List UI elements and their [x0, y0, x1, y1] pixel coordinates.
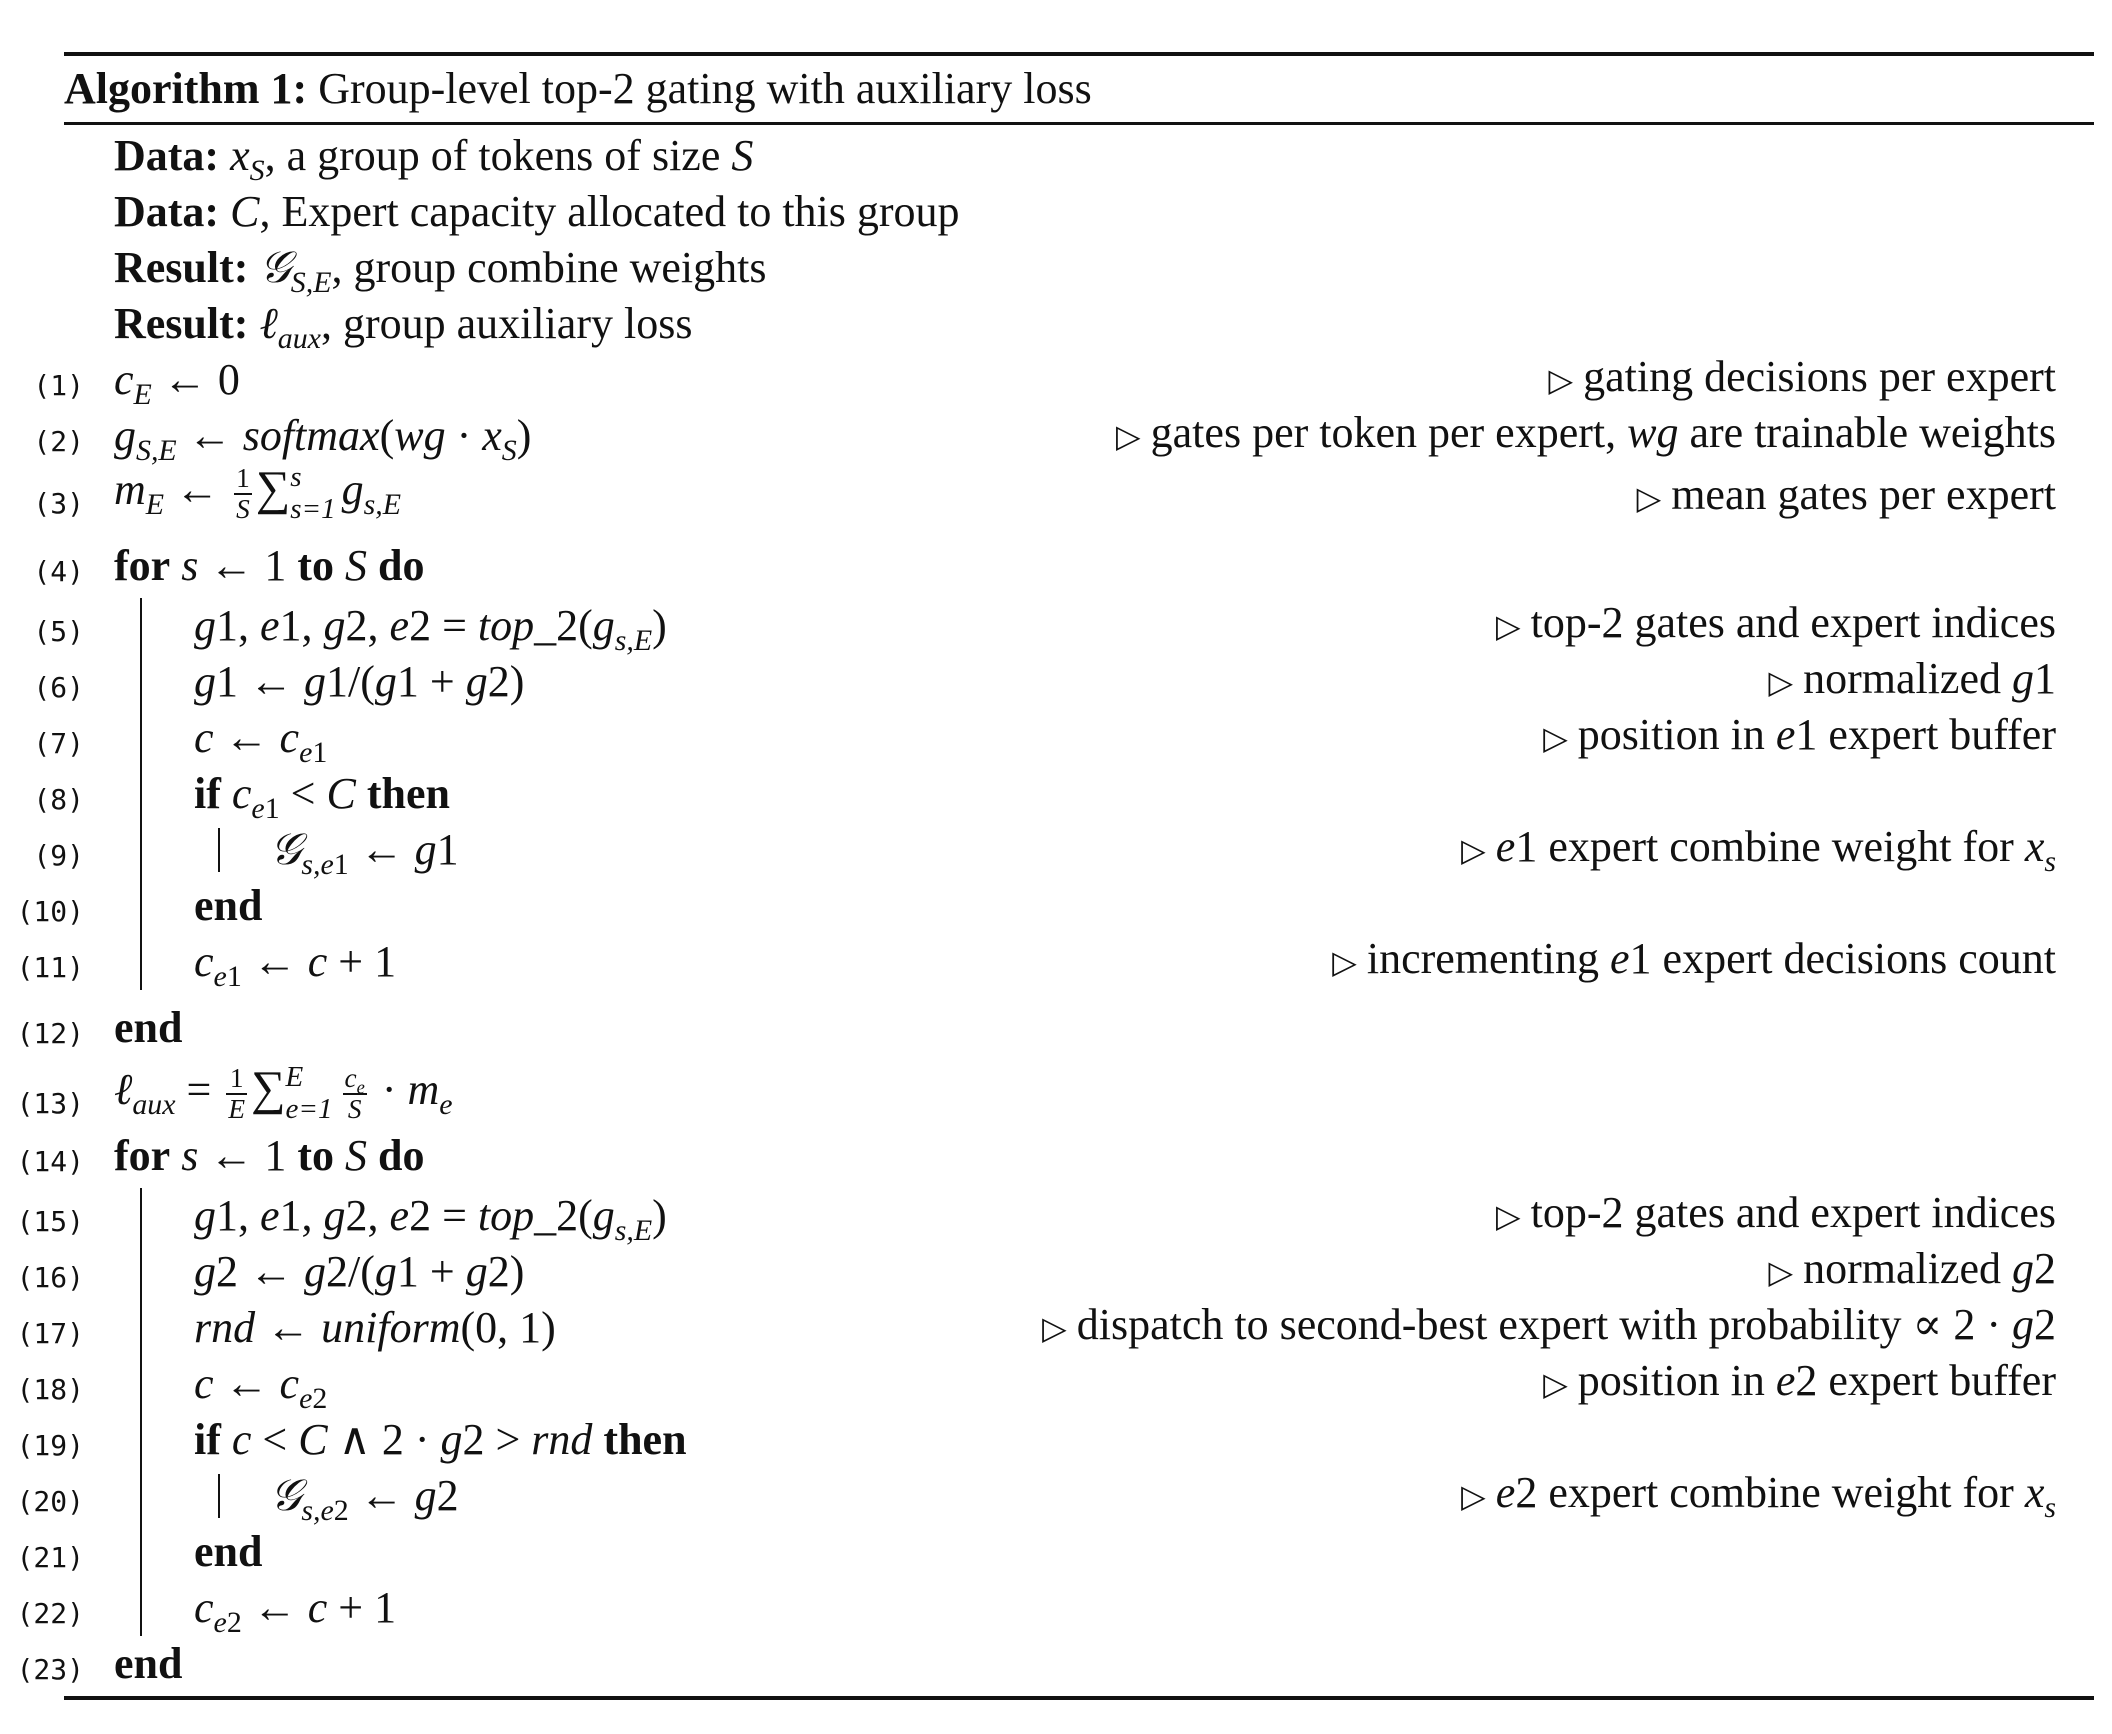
code-line-10: (10) end: [16, 881, 263, 930]
code-line-17: (17) rnd ← uniform(0, 1) ▷ dispatch to second-best expert with probability ∝ 2 · g2: [0, 1300, 2112, 1356]
code-line-1: (1) $c_E$ ← 0 ▷ gating decisions per expert: [0, 352, 2112, 408]
line-comment: ▷ top-2 gates and expert indices: [1496, 598, 2056, 647]
line-number: (3): [33, 487, 84, 520]
line-comment: ▷ gates per token per expert, wg are trainable weights: [1116, 408, 2056, 457]
line-number: (23): [16, 1653, 84, 1686]
line-number: (21): [16, 1541, 84, 1574]
line-number: (12): [16, 1017, 84, 1050]
code-line-7: (7) c ← $c_{e1}$ ▷ position in e1 expert buffer: [0, 710, 2112, 766]
line-number: (19): [16, 1429, 84, 1462]
line-number: (6): [33, 671, 84, 704]
code-line-13: (13) ℓ$_{aux}$ = $\frac{1}{E}$ ∑ E e=1 $\frac{c_e}{S}$ · $m_e$: [16, 1061, 453, 1126]
line-number: (20): [16, 1485, 84, 1518]
code-line-19: (19) if c < C ∧ 2 · g2 > rnd then: [16, 1415, 687, 1464]
code-line-11: (11) $c_{e1}$ ← c + 1 ▷ incrementing e1 expert decisions count: [0, 934, 2112, 990]
code-line-23: (23) end: [16, 1639, 183, 1688]
code-line-6: (6) g1 ← g1/(g1 + g2) ▷ normalized g1: [0, 654, 2112, 710]
line-comment: ▷ position in e2 expert buffer: [1543, 1356, 2056, 1405]
line-comment: ▷ normalized g2: [1768, 1244, 2056, 1293]
line-number: (4): [33, 555, 84, 588]
bottom-rule: [64, 1696, 2094, 1700]
code-line-3: (3) $m_E$ ← $\frac{1}{S}$ ∑ s s=1 $g_{s,E}$ ▷ mean gates per expert: [33, 461, 2056, 526]
line-comment: ▷ dispatch to second-best expert with probability ∝ 2 · g2: [1042, 1300, 2056, 1349]
line-number: (15): [16, 1205, 84, 1238]
line-number: (1): [33, 369, 84, 402]
header-keyword: Data:: [114, 187, 220, 236]
line-comment: ▷ e2 expert combine weight for $x_s$: [1461, 1468, 2056, 1524]
code-line-12: (12) end: [16, 1003, 183, 1052]
code-line-22: (22) $c_{e2}$ ← c + 1: [16, 1583, 397, 1639]
code-line-8: (8) if $c_{e1} < C$ then: [33, 769, 450, 825]
line-comment: ▷ mean gates per expert: [1636, 470, 2056, 519]
line-number: (9): [33, 839, 84, 872]
line-number: (16): [16, 1261, 84, 1294]
line-number: (2): [33, 425, 84, 458]
code-line-14: (14) for s ← 1 to S do: [16, 1131, 425, 1180]
code-line-4: (4) for s ← 1 to S do: [33, 541, 425, 590]
header-keyword: Result:: [114, 299, 249, 348]
line-comment: ▷ gating decisions per expert: [1548, 352, 2056, 401]
line-comment: ▷ e1 expert combine weight for $x_s$: [1461, 822, 2056, 878]
line-number: (7): [33, 727, 84, 760]
algorithm-title: Group-level top-2 gating with auxiliary loss: [318, 64, 1092, 113]
line-number: (5): [33, 615, 84, 648]
code-line-2: (2) $g_{S,E}$ ← softmax(wg · $x_S$) ▷ gates per token per expert, wg are trainable weights: [0, 408, 2112, 464]
code-line-21: (21) end: [16, 1527, 263, 1576]
header-line-result-laux: Result: ℓ$_{aux}$, group auxiliary loss: [114, 299, 693, 355]
line-number: (8): [33, 783, 84, 816]
algorithm-label: Algorithm 1:: [64, 64, 308, 113]
line-number: (10): [16, 895, 84, 928]
code-line-18: (18) c ← $c_{e2}$ ▷ position in e2 expert buffer: [0, 1356, 2112, 1412]
line-number: (13): [16, 1087, 84, 1120]
line-comment: ▷ normalized g1: [1768, 654, 2056, 703]
line-number: (22): [16, 1597, 84, 1630]
algorithm-caption: [64, 56, 1092, 122]
line-comment: ▷ top-2 gates and expert indices: [1496, 1188, 2056, 1237]
line-number: (17): [16, 1317, 84, 1350]
line-number: (18): [16, 1373, 84, 1406]
if-1-block-bar: [218, 828, 220, 872]
loop-1-block-bar: [140, 598, 142, 990]
header-line-data-c: Data: C, Expert capacity allocated to this group: [114, 187, 960, 236]
caption-rule: [64, 122, 2094, 125]
code-line-5: (5) g1, e1, g2, $e2 = top\_2(g_{s,E})$ ▷ top-2 gates and expert indices: [0, 598, 2112, 654]
header-line-result-g: Result: 𝒢$_{S,E}$, group combine weights: [114, 243, 767, 299]
line-number: (14): [16, 1145, 84, 1178]
header-keyword: Data:: [114, 131, 220, 180]
code-line-16: (16) g2 ← g2/(g1 + g2) ▷ normalized g2: [0, 1244, 2112, 1300]
line-comment: ▷ incrementing e1 expert decisions count: [1332, 934, 2056, 983]
code-line-9: (9) 𝒢$_{s,e1}$ ← g1 ▷ e1 expert combine weight for $x_s$: [0, 822, 2112, 878]
code-line-20: (20) 𝒢$_{s,e2}$ ← g2 ▷ e2 expert combine weight for $x_s$: [0, 1468, 2112, 1524]
line-number: (11): [16, 951, 84, 984]
header-keyword: Result:: [114, 243, 249, 292]
code-line-15: (15) g1, e1, g2, $e2 = top\_2(g_{s,E})$ ▷ top-2 gates and expert indices: [0, 1188, 2112, 1244]
line-comment: ▷ position in e1 expert buffer: [1543, 710, 2056, 759]
if-2-block-bar: [218, 1474, 220, 1518]
header-line-data-x: Data: $x_S$, a group of tokens of size S: [114, 131, 754, 187]
loop-2-block-bar: [140, 1188, 142, 1636]
